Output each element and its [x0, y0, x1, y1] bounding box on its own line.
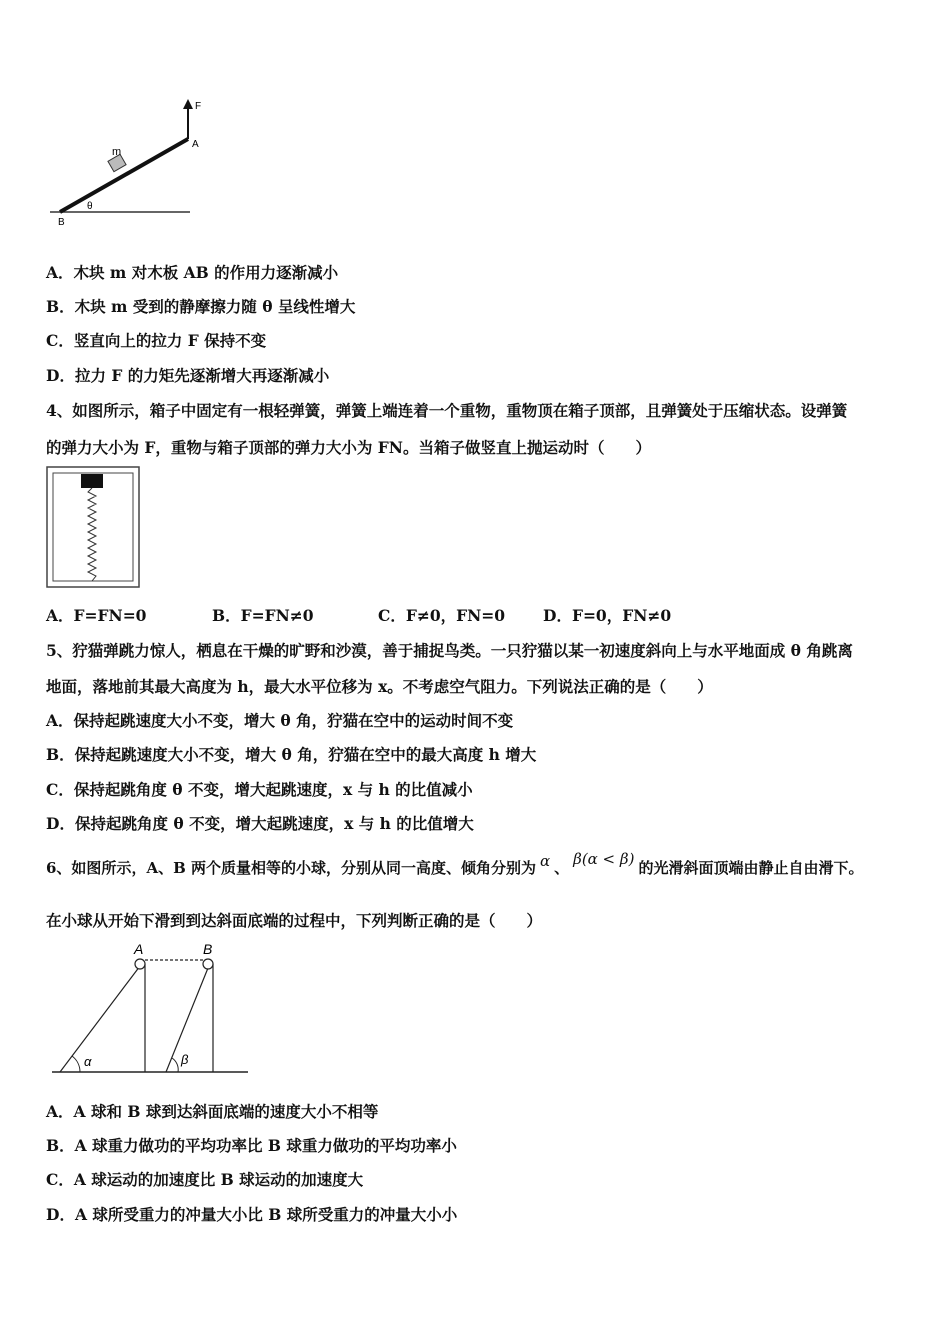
q6-stem-part2: 的光滑斜面顶端由静止自由滑下。	[638, 859, 864, 877]
q5-option-c: C．保持起跳角度 θ 不变，增大起跳速度，x 与 h 的比值减小	[46, 780, 473, 799]
q4-option-d: D．F=0，FN≠0	[543, 606, 672, 625]
ball-B	[203, 959, 213, 969]
incline-board-figure	[40, 95, 210, 230]
q4-options	[46, 604, 671, 626]
two-inclines-figure	[48, 938, 253, 1078]
q6-option-b: B．A 球重力做功的平均功率比 B 球重力做功的平均功率小	[46, 1136, 457, 1155]
q5-option-b: B．保持起跳速度大小不变，增大 θ 角，狞猫在空中的最大高度 h 增大	[46, 745, 537, 764]
label-B: B	[58, 217, 65, 228]
label-F: F	[195, 101, 202, 112]
q4-stem-line2: 的弹力大小为 F，重物与箱子顶部的弹力大小为 FN。当箱子做竖直上抛运动时（ ）	[46, 438, 651, 457]
weight-block	[81, 474, 103, 488]
q6-option-d: D．A 球所受重力的冲量大小比 B 球所受重力的冲量大小小	[46, 1205, 458, 1224]
q3-option-d: D．拉力 F 的力矩先逐渐增大再逐渐减小	[46, 366, 330, 385]
label-m: m	[112, 146, 122, 158]
box-spring-figure	[46, 466, 142, 590]
label-theta: θ	[87, 201, 93, 212]
q3-option-a: A．木块 m 对木板 AB 的作用力逐渐减小	[46, 263, 339, 282]
board-AB	[60, 139, 188, 212]
q5-stem-line1: 5、狞猫弹跳力惊人，栖息在干燥的旷野和沙漠，善于捕捉鸟类。一只狞猫以某一初速度斜向上与水平地面成 θ 角跳离	[46, 641, 853, 660]
q6-stem-part1: 6、如图所示，A、B 两个质量相等的小球，分别从同一高度、倾角分别为	[46, 859, 536, 877]
label-alpha: α	[84, 1054, 92, 1069]
label-A: A	[134, 941, 144, 957]
q6-option-a: A．A 球和 B 球到达斜面底端的速度大小不相等	[46, 1102, 379, 1121]
q3-option-c: C．竖直向上的拉力 F 保持不变	[46, 331, 267, 350]
q5-option-a: A．保持起跳速度大小不变，增大 θ 角，狞猫在空中的运动时间不变	[46, 711, 514, 730]
q6-option-c: C．A 球运动的加速度比 B 球运动的加速度大	[46, 1170, 364, 1189]
q4-option-c: C．F≠0，FN=0	[378, 606, 506, 625]
q3-option-b: B．木块 m 受到的静摩擦力随 θ 呈线性增大	[46, 297, 356, 316]
q6-alpha: α	[539, 852, 551, 870]
force-F-arrowhead	[183, 99, 193, 109]
angle-alpha-arc	[72, 1056, 80, 1072]
q5-stem-line2: 地面，落地前其最大高度为 h，最大水平位移为 x。不考虑空气阻力。下列说法正确的是（ ）	[46, 677, 713, 696]
label-beta: β	[181, 1052, 189, 1067]
q6-stem-line1	[46, 850, 864, 878]
q4-stem-line1: 4、如图所示，箱子中固定有一根轻弹簧，弹簧上端连着一个重物，重物顶在箱子顶部，且弹簧处于压缩状态。设弹簧	[46, 401, 848, 420]
q6-beta-expr: β(α < β)	[573, 850, 635, 868]
q5-option-d: D．保持起跳角度 θ 不变，增大起跳速度，x 与 h 的比值增大	[46, 814, 474, 833]
q6-stem-line2: 在小球从开始下滑到到达斜面底端的过程中，下列判断正确的是（ ）	[46, 911, 543, 930]
q4-option-b: B．F=FN≠0	[212, 606, 314, 625]
ball-A	[135, 959, 145, 969]
angle-beta-arc	[172, 1058, 178, 1072]
spring	[88, 488, 96, 581]
q4-option-a: A．F=FN=0	[46, 606, 147, 625]
label-A: A	[192, 139, 199, 150]
label-B: B	[203, 941, 213, 957]
q6-sep: 、	[554, 859, 570, 877]
